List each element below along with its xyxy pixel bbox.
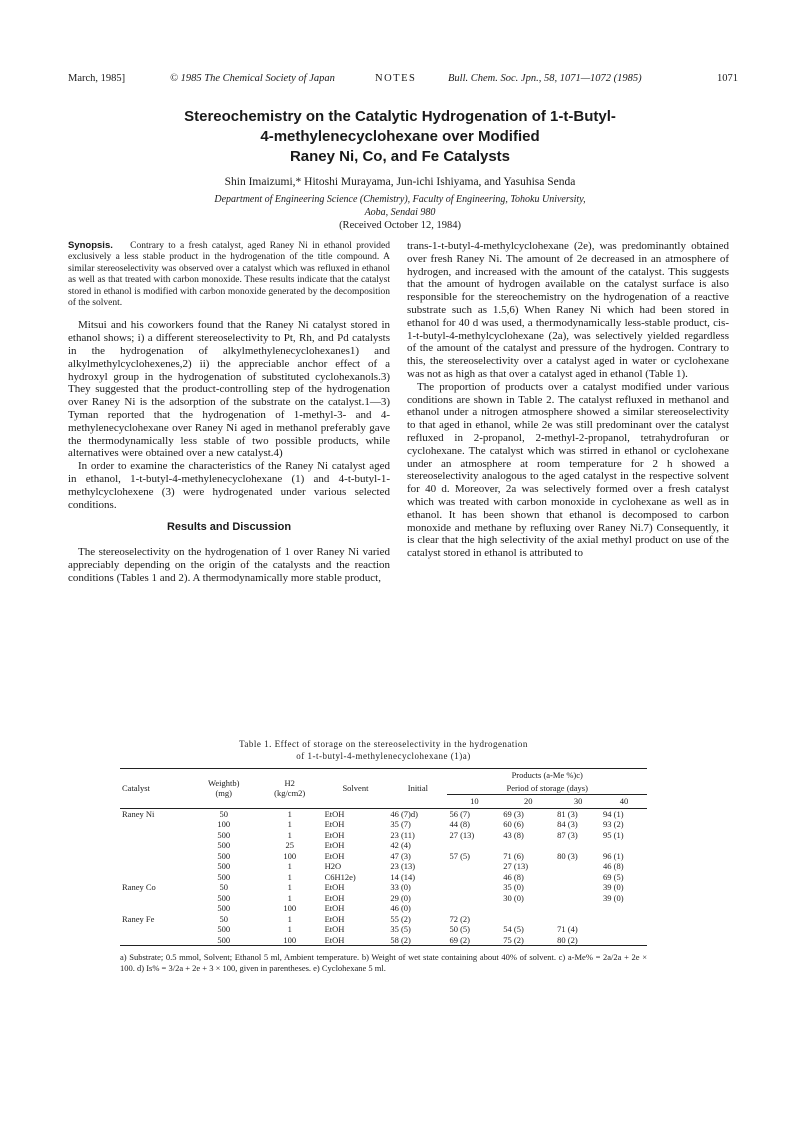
affiliation-line-1: Department of Engineering Science (Chemistry), Faculty of Engineering, Tohoku University, (214, 194, 586, 205)
results-paragraph-2: trans-1-t-butyl-4-methylcyclohexane (2e), was predominantly obtained over fresh Raney Ni. The amount of 2e decreased in an atmosphere of hydrogen, and increased with the amount of the catalyst. This suggests that the amount of hydrogen available on the catalyst surface is also responsible for the stereochemistry on the hydrogenation of a reactive substrate such as 1.5,6) When Raney Ni which had been stored in ethanol for 40 d was used, a thermodynamically less-stable product, cis-1-t-butyl-4-methylcyclohexane (2a), was selectively yielded regardless of the amount of the catalyst and pressure of the hydrogen. Contrary to this, the stereoselectivity over a catalyst aged in water or cyclohexane was not as high as that over a catalyst aged in ethanol (Table 1). (407, 240, 729, 380)
table-cell: EtOH (324, 850, 345, 861)
page-number: 1071 (717, 73, 738, 84)
table-cell: H2O (324, 861, 342, 871)
table-cell: 44 (8) (449, 819, 470, 829)
col-header-initial: Initial (407, 783, 429, 793)
table-cell (555, 861, 601, 872)
table-cell (120, 830, 191, 841)
copyright-notice: © 1985 The Chemical Society of Japan (170, 73, 335, 84)
table-cell: 46 (0) (390, 903, 411, 913)
table-cell: Raney Co (122, 882, 156, 892)
synopsis-label: Synopsis. (68, 240, 113, 251)
table-row (120, 935, 647, 946)
synopsis (68, 240, 390, 309)
table-cell: EtOH (324, 808, 345, 819)
table-cell: 72 (2) (449, 913, 470, 924)
table-cell (555, 840, 601, 851)
table-cell: 84 (3) (557, 819, 578, 829)
table-cell (555, 903, 601, 914)
table-cell: 1 (287, 819, 292, 829)
table-cell: 1 (287, 808, 292, 819)
col-header-weight (191, 769, 257, 809)
table-cell: 46 (7)d) (390, 808, 418, 819)
col-header-period: Period of storage (days) (447, 782, 647, 795)
table-cell (601, 935, 647, 946)
table-row (120, 840, 647, 851)
table-cell: 50 (219, 882, 228, 892)
table-cell: 60 (6) (503, 819, 524, 829)
weight-unit: (mg) (215, 788, 232, 799)
table-cell: 1 (287, 829, 292, 840)
table-footnotes: a) Substrate; 0.5 mmol, Solvent; Ethanol 5 ml, Ambient temperature. b) Weight of wet state containing about 40% of solvent. c) a-Me% = 2a/2a + 2e × 100. d) Is% = 3/2a + 2e + 3 × 100, given in parentheses. e) Cyclohexane 5 ml. (120, 952, 647, 973)
table-cell: 94 (1) (603, 808, 624, 819)
table-cell: 500 (217, 924, 231, 934)
table-cell: 500 (217, 850, 231, 861)
section-heading: Results and Discussion (166, 521, 292, 534)
table-cell (120, 924, 191, 935)
table-cell (120, 872, 191, 883)
table-cell: 95 (1) (603, 829, 624, 840)
table-cell: 30 (0) (503, 892, 524, 903)
table-cell (601, 924, 647, 935)
table-cell: 71 (4) (557, 924, 578, 934)
affiliation (100, 193, 700, 219)
h2-unit: (kg/cm2) (274, 788, 306, 799)
table-cell: 56 (7) (449, 808, 470, 819)
table-row (120, 903, 647, 914)
col-header-d30: 30 (573, 796, 583, 806)
table-cell: 46 (8) (503, 871, 524, 882)
table-cell (447, 882, 501, 893)
table-cell: 100 (283, 903, 297, 913)
table-cell: 58 (2) (390, 934, 411, 945)
table-cell: 43 (8) (503, 829, 524, 840)
right-column (407, 240, 729, 560)
table-cell (447, 840, 501, 851)
table-cell: 46 (8) (603, 861, 624, 871)
table-row (120, 924, 647, 935)
table-caption-line-2: of 1-t-butyl-4-methylenecyclohexane (1)a) (296, 751, 471, 761)
table-cell: EtOH (324, 903, 345, 913)
intro-paragraph-1: Mitsui and his coworkers found that the Raney Ni catalyst stored in ethanol shows; i) a different stereoselectivity to Pt, Rh, and Pd catalysts in the hydrogenation of alkylmethylenecyclohexanes1) and alkylmethylcyclohexenes,2) ii) the appreciable anchor effect of a hydroxyl group in the hydrogenation of substituted cyclohexanols.3) They suggested that the product-controlling step of the hydrogenation over Raney Ni is the adsorption of the substrate on the catalyst.1—3) Tyman reported that the hydrogenation of 1-methyl-3- and 4-methylenecyclohexane over Raney Ni aged in methanol preferably gave the thermodynamically less stable of two possible products, while alternatives were obtained over a new catalyst.4) (68, 319, 390, 460)
table-cell: 54 (5) (503, 924, 524, 934)
table-cell (601, 914, 647, 925)
synopsis-text: Contrary to a fresh catalyst, aged Raney Ni in ethanol provided exclusively a less stable product in the hydrogenation of the title compound. A similar stereoselectivity was observed over a catalyst which was refluxed in ethanol as well as that treated with carbon monoxide. These results indicate that the catalyst stored in ethanol is modified with carbon monoxide generated by the decomposition of the solvent. (68, 241, 390, 309)
col-header-solvent: Solvent (342, 783, 369, 793)
table-cell: Raney Ni (122, 808, 155, 819)
table-row (120, 851, 647, 862)
table-row (120, 893, 647, 904)
table-cell (555, 872, 601, 883)
table-cell: 23 (11) (390, 829, 415, 840)
col-header-d40: 40 (619, 796, 629, 806)
table-cell: 50 (5) (449, 924, 470, 934)
table-cell: 93 (2) (603, 819, 624, 829)
table-cell: 1 (287, 913, 292, 924)
table-cell: EtOH (324, 913, 345, 924)
title-line-3: Raney Ni, Co, and Fe Catalysts (289, 148, 511, 165)
results-paragraph-3: The proportion of products over a catalyst modified under various conditions are shown in Table 2. The catalyst refluxed in methanol and ethanol under a nitrogen atmosphere showed a similar stereoselectivity to that aged in ethanol, while 2e was still predominant over the catalyst refluxed in 2-propanol, 2-methyl-2-propanol, tetrahydrofuran or cyclohexane. The catalyst which was stirred in ethanol or cyclohexane under an atmosphere at room temperature for 2 h showed a stereoselectivity analogous to the aged catalyst in the respective solvent for 40 d. Moreover, 2a was selectively formed over a fresh catalyst which was treated with carbon monoxide in cyclohexane as well as in ethanol. It has been shown that ethanol is decomposed to carbon monoxide and methane by refluxing over Raney Ni.7) Consequently, it is clear that the high selectivity of the axial methyl product on use of the catalyst stored in ethanol is attributed to (407, 380, 729, 560)
issue-date: March, 1985] (68, 73, 126, 84)
affiliation-line-2: Aoba, Sendai 980 (364, 207, 436, 218)
table-cell (120, 819, 191, 830)
table-row (120, 830, 647, 841)
table-cell: 14 (14) (390, 871, 416, 882)
table-cell: Raney Fe (122, 913, 155, 924)
table-cell: 500 (217, 840, 231, 850)
table-cell: 23 (13) (390, 861, 416, 871)
table-cell: 500 (217, 829, 231, 840)
table-cell (555, 914, 601, 925)
table-cell: 500 (217, 871, 231, 882)
weight-label: Weightb) (208, 777, 240, 788)
table-cell: 500 (217, 903, 231, 913)
title-line-1: Stereochemistry on the Catalytic Hydrogenation of 1-t-Butyl- (184, 108, 616, 125)
table-cell (447, 861, 501, 872)
table-cell (555, 882, 601, 893)
table-cell: 500 (217, 892, 231, 903)
table-cell: 27 (13) (449, 829, 475, 840)
table-cell: 25 (285, 840, 294, 850)
table-cell: 69 (5) (603, 871, 624, 882)
table-cell (501, 914, 555, 925)
table-cell: 29 (0) (390, 892, 411, 903)
table-cell: 35 (0) (503, 882, 524, 892)
table-cell: 42 (4) (390, 840, 411, 850)
section-label: NOTES (375, 73, 417, 84)
table-row (120, 819, 647, 830)
table-cell (601, 903, 647, 914)
table-cell (447, 903, 501, 914)
table-cell: EtOH (324, 934, 345, 945)
col-header-d10: 10 (470, 796, 479, 806)
data-table (120, 768, 647, 946)
table-cell: 1 (287, 861, 292, 871)
table-cell: EtOH (324, 829, 345, 840)
table-row (120, 872, 647, 883)
journal-citation: Bull. Chem. Soc. Jpn., 58, 1071—1072 (1985) (448, 73, 642, 84)
table-cell: 1 (287, 871, 292, 882)
table-cell: 87 (3) (557, 829, 578, 840)
table-cell: 81 (3) (557, 808, 578, 819)
table-cell (120, 903, 191, 914)
table-cell: 50 (219, 808, 228, 819)
left-column (68, 240, 390, 585)
intro-paragraph-2: In order to examine the characteristics of the Raney Ni catalyst aged in ethanol, 1-t-butyl-4-methylenecyclohexane (1) and 4-t-butyl-1-methylcyclohexene (3) were hydrogenated under various selected conditions. (68, 460, 390, 511)
table-cell (120, 893, 191, 904)
table-cell: 39 (0) (603, 882, 624, 892)
table-caption-line-1: Table 1. Effect of storage on the stereoselectivity in the hydrogenation (239, 739, 528, 749)
table-row (120, 882, 647, 893)
table-cell: 47 (3) (390, 850, 411, 861)
table-cell (447, 872, 501, 883)
table-cell: 1 (287, 892, 292, 903)
table-cell: 96 (1) (603, 850, 624, 861)
results-paragraph-1: The stereoselectivity on the hydrogenation of 1 over Raney Ni varied appreciably depending on the origin of the catalysts and the reaction conditions (Tables 1 and 2). A thermodynamically more stable product, (68, 546, 390, 584)
table-row (120, 808, 647, 819)
table-cell (501, 903, 555, 914)
col-header-catalyst: Catalyst (122, 783, 150, 793)
table-cell (501, 840, 555, 851)
col-header-products: Products (a-Me %)c) (511, 770, 583, 780)
table-cell: C6H12e) (324, 871, 356, 882)
table-cell: EtOH (324, 892, 345, 903)
table-cell: EtOH (324, 819, 345, 829)
table-cell: 100 (283, 934, 297, 945)
table-cell (555, 893, 601, 904)
author-list: Shin Imaizumi,* Hitoshi Murayama, Jun-ichi Ishiyama, and Yasuhisa Senda (224, 176, 576, 188)
table-cell: 100 (283, 850, 297, 861)
table-cell: 35 (5) (390, 924, 411, 934)
running-header (68, 73, 738, 87)
table-cell: 500 (217, 861, 231, 871)
table-row (120, 914, 647, 925)
table-cell: 69 (3) (503, 808, 524, 819)
received-date: (Received October 12, 1984) (339, 220, 461, 231)
table-cell: 35 (7) (390, 819, 411, 829)
table-cell: EtOH (324, 882, 345, 892)
table-cell: 39 (0) (603, 892, 624, 903)
table-cell (601, 840, 647, 851)
col-header-h2 (257, 769, 323, 809)
table-cell: 71 (6) (503, 850, 524, 861)
table-body (120, 808, 647, 946)
table-cell: 80 (2) (557, 934, 578, 945)
table-cell: 50 (219, 913, 228, 924)
table-cell (120, 935, 191, 946)
table-cell: 500 (217, 934, 231, 945)
table-row (120, 861, 647, 872)
table-1 (120, 738, 647, 973)
table-cell (447, 893, 501, 904)
table-caption (120, 738, 647, 762)
title-line-2: 4-methylenecyclohexane over Modified (260, 128, 540, 145)
table-cell: EtOH (324, 924, 345, 934)
table-cell: 1 (287, 924, 292, 934)
h2-label: H2 (284, 777, 295, 788)
table-cell: 57 (5) (449, 850, 470, 861)
article-title (120, 107, 680, 167)
col-header-d20: 20 (523, 796, 533, 806)
table-cell (120, 840, 191, 851)
table-cell (120, 851, 191, 862)
table-cell: 1 (287, 882, 292, 892)
table-cell: 80 (3) (557, 850, 578, 861)
table-cell: 33 (0) (390, 882, 411, 892)
table-cell: EtOH (324, 840, 345, 850)
table-cell (120, 861, 191, 872)
table-cell: 69 (2) (449, 934, 470, 945)
table-cell: 75 (2) (503, 934, 524, 945)
table-cell: 100 (217, 819, 231, 829)
table-cell: 55 (2) (390, 913, 411, 924)
table-cell: 27 (13) (503, 861, 529, 871)
